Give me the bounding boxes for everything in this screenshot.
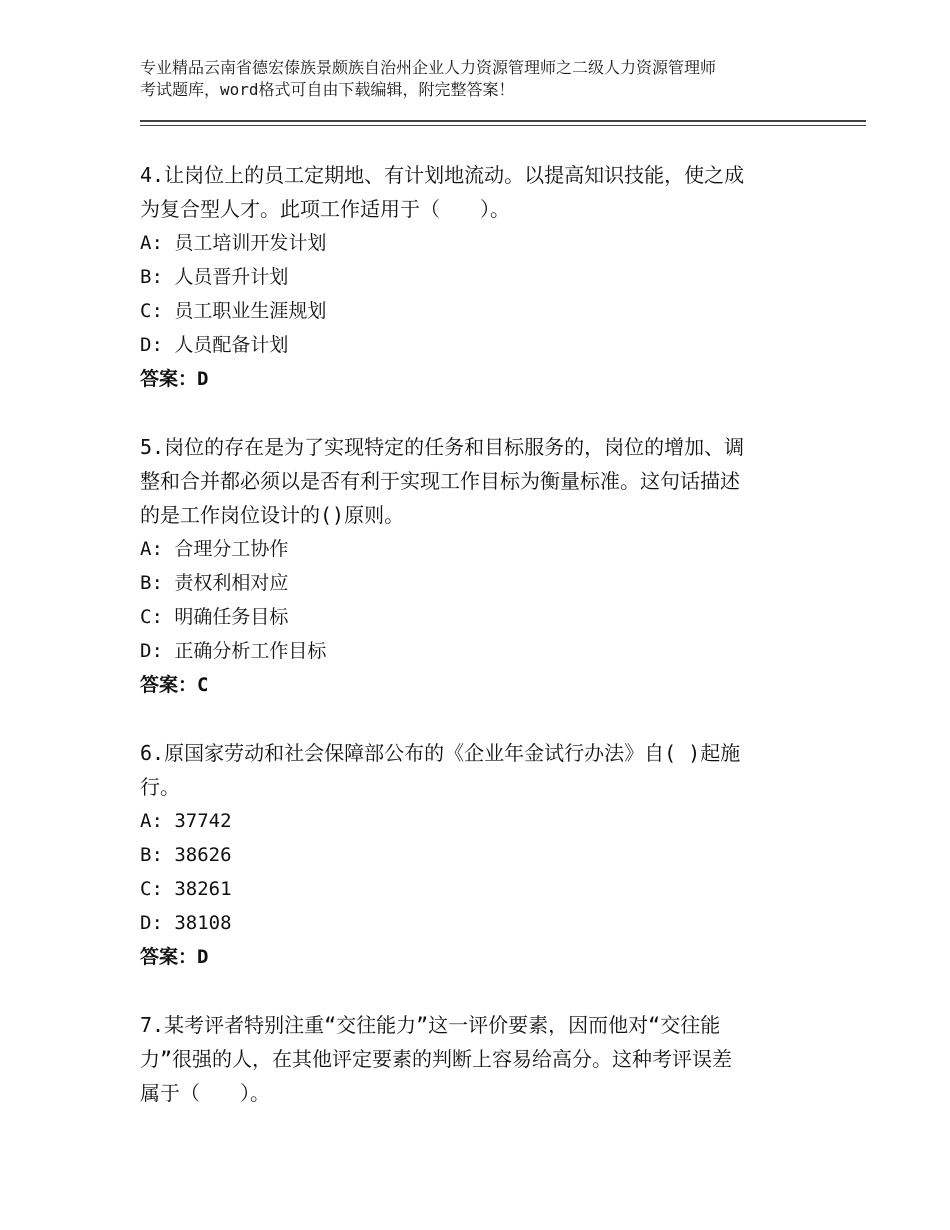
option-b: B: 人员晋升计划 <box>140 266 289 288</box>
question-stem-line: 属于（ ）。 <box>140 1081 270 1105</box>
question-stem-line: 的是工作岗位设计的()原则。 <box>140 503 405 527</box>
question-stem-line: 整和合并都必须以是否有利于实现工作目标为衡量标准。这句话描述 <box>140 469 740 493</box>
option-a: A: 员工培训开发计划 <box>140 232 327 254</box>
option-d: D: 人员配备计划 <box>140 334 289 356</box>
header-line-1: 专业精品云南省德宏傣族景颇族自治州企业人力资源管理师之二级人力资源管理师 <box>140 58 717 77</box>
option-b: B: 责权利相对应 <box>140 572 289 594</box>
question-stem-line: 7.某考评者特别注重“交往能力”这一评价要素，因而他对“交往能 <box>140 1013 721 1037</box>
answer: 答案：C <box>140 674 209 696</box>
option-d: D: 38108 <box>140 912 232 934</box>
question-stem-line: 6.原国家劳动和社会保障部公布的《企业年金试行办法》自( )起施 <box>140 741 741 765</box>
question-list <box>140 158 820 1144</box>
header-line-2: 考试题库，word格式可自由下载编辑，附完整答案！ <box>140 80 515 99</box>
question-stem-line: 为复合型人才。此项工作适用于（ ）。 <box>140 197 510 221</box>
question-7 <box>140 1008 820 1110</box>
option-c: C: 员工职业生涯规划 <box>140 300 327 322</box>
answer: 答案：D <box>140 368 209 390</box>
option-d: D: 正确分析工作目标 <box>140 640 327 662</box>
question-stem-line: 4.让岗位上的员工定期地、有计划地流动。以提高知识技能，使之成 <box>140 163 745 187</box>
option-a: A: 合理分工协作 <box>140 538 289 560</box>
question-stem-line: 力”很强的人，在其他评定要素的判断上容易给高分。这种考评误差 <box>140 1047 733 1071</box>
question-6 <box>140 736 820 974</box>
page-header <box>140 57 840 101</box>
answer: 答案：D <box>140 946 209 968</box>
question-5 <box>140 430 820 702</box>
question-4 <box>140 158 820 396</box>
header-divider-thin <box>140 125 866 126</box>
question-stem-line: 行。 <box>140 775 180 799</box>
option-b: B: 38626 <box>140 844 232 866</box>
question-stem-line: 5.岗位的存在是为了实现特定的任务和目标服务的，岗位的增加、调 <box>140 435 745 459</box>
option-c: C: 38261 <box>140 878 232 900</box>
option-c: C: 明确任务目标 <box>140 606 289 628</box>
header-divider <box>140 120 866 122</box>
option-a: A: 37742 <box>140 810 232 832</box>
